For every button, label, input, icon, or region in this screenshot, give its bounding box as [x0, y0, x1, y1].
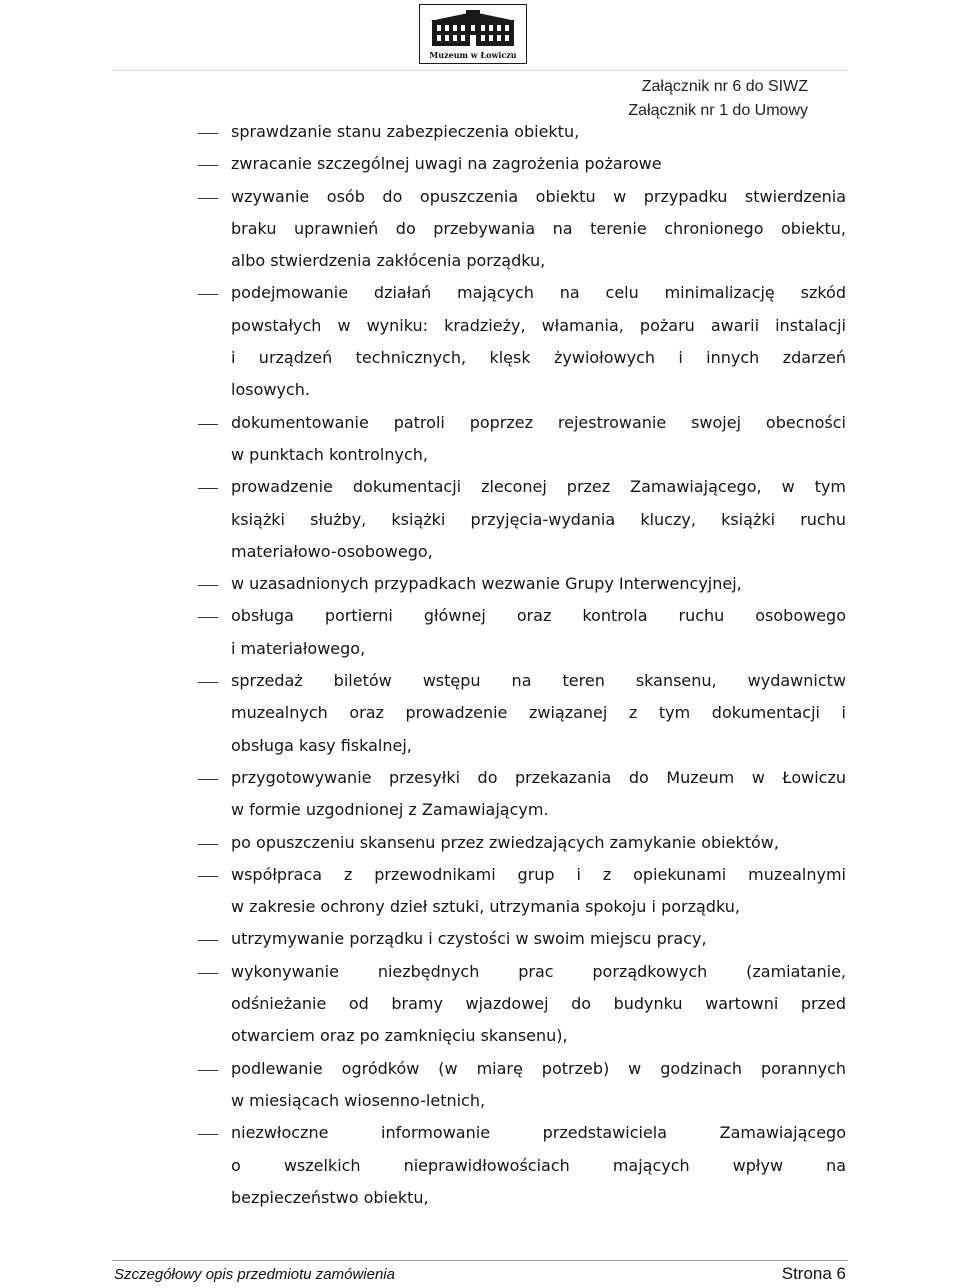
list-item [198, 859, 846, 924]
annex-siwz-label: Załącznik nr 6 do SIWZ [641, 78, 808, 95]
list-item [198, 1053, 846, 1118]
list-item-text [231, 827, 846, 859]
text-line: albo stwierdzenia zakłócenia porządku, [231, 251, 546, 271]
text-line: współpraca z przewodnikami grup i z opiekunami muzealnymi [231, 864, 846, 884]
dash-bullet-icon [198, 617, 218, 618]
list-item-text [231, 1117, 846, 1214]
text-line: w punktach kontrolnych, [231, 444, 428, 464]
text-line: bezpieczeństwo obiektu, [231, 1187, 429, 1207]
text-line: podlewanie ogródków (w miarę potrzeb) w godzinach porannych [231, 1058, 846, 1078]
list-item [198, 956, 846, 1053]
text-line: wzywanie osób do opuszczenia obiektu w przypadku stwierdzenia [231, 186, 846, 206]
dash-bullet-icon [198, 779, 218, 780]
list-item-text [231, 1053, 846, 1118]
list-item-text [231, 859, 846, 924]
footer-document-title: Szczegółowy opis przedmiotu zamówienia [114, 1266, 395, 1283]
list-item-text [231, 181, 846, 278]
text-line: materiałowo-osobowego, [231, 541, 433, 561]
list-item-text [231, 471, 846, 568]
text-line: braku uprawnień do przebywania na terenie chronionego obiektu, [231, 218, 846, 238]
header-divider [112, 70, 848, 71]
list-item-text [231, 116, 846, 148]
text-line: prowadzenie dokumentacji zleconej przez Zamawiającego, w tym [231, 477, 846, 497]
museum-building-icon [426, 10, 520, 50]
text-line: w zakresie ochrony dzieł sztuki, utrzymania spokoju i porządku, [231, 897, 740, 917]
text-line: obsługa portierni głównej oraz kontrola ruchu osobowego [231, 606, 846, 626]
text-line: zwracanie szczególnej uwagi na zagrożenia pożarowe [231, 154, 662, 174]
list-item [198, 600, 846, 665]
annex-contract-label: Załącznik nr 1 do Umowy [628, 102, 808, 119]
text-line: otwarciem oraz po zamknięciu skansenu), [231, 1026, 568, 1046]
museum-logo [419, 4, 527, 64]
dash-bullet-icon [198, 876, 218, 877]
dash-bullet-icon [198, 973, 218, 974]
text-line: losowych. [231, 380, 310, 400]
list-item [198, 923, 846, 955]
logo-caption: Muzeum w Łowiczu [429, 50, 517, 60]
dash-bullet-icon [198, 424, 218, 425]
text-line: odśnieżanie od bramy wjazdowej do budynku wartowni przed [231, 994, 846, 1014]
list-item [198, 665, 846, 762]
text-line: i urządzeń technicznych, klęsk żywiołowych i innych zdarzeń [231, 348, 846, 368]
dash-bullet-icon [198, 1070, 218, 1071]
text-line: książki służby, książki przyjęcia-wydania kluczy, książki ruchu [231, 509, 846, 529]
text-line: podejmowanie działań mających na celu minimalizację szkód [231, 283, 846, 303]
text-line: sprawdzanie stanu zabezpieczenia obiektu, [231, 122, 580, 141]
list-item [198, 827, 846, 859]
list-item-text [231, 956, 846, 1053]
list-item [198, 407, 846, 472]
text-line: i materiałowego, [231, 638, 366, 658]
text-line: utrzymywanie porządku i czystości w swoim miejscu pracy, [231, 929, 707, 949]
text-line: wykonywanie niezbędnych prac porządkowych (zamiatanie, [231, 961, 846, 981]
page-number: Strona 6 [781, 1264, 846, 1283]
text-line: o wszelkich nieprawidłowościach mających wpływ na [231, 1155, 846, 1175]
dash-bullet-icon [198, 294, 218, 295]
list-item-text [231, 568, 846, 600]
list-item [198, 148, 846, 180]
list-item-text [231, 762, 846, 827]
list-item-text [231, 148, 846, 180]
list-item [198, 116, 846, 148]
text-line: muzealnych oraz prowadzenie związanej z tym dokumentacji i [231, 703, 846, 723]
dash-bullet-icon [198, 844, 218, 845]
text-line: w uzasadnionych przypadkach wezwanie Grupy Interwencyjnej, [231, 574, 742, 594]
text-line: przygotowywanie przesyłki do przekazania do Muzeum w Łowiczu [231, 767, 846, 787]
text-line: obsługa kasy fiskalnej, [231, 735, 412, 755]
dash-bullet-icon [198, 133, 218, 134]
text-line: w formie uzgodnionej z Zamawiającym. [231, 800, 549, 820]
list-item [198, 762, 846, 827]
dash-bullet-icon [198, 488, 218, 489]
dash-bullet-icon [198, 940, 218, 941]
list-item-text [231, 923, 846, 955]
text-line: dokumentowanie patroli poprzez rejestrowanie swojej obecności [231, 412, 846, 432]
list-item-text [231, 277, 846, 406]
list-item-text [231, 600, 846, 665]
list-item-text [231, 665, 846, 762]
text-line: niezwłoczne informowanie przedstawiciela Zamawiającego [231, 1123, 846, 1143]
dash-bullet-icon [198, 585, 218, 586]
footer-divider [112, 1260, 848, 1261]
list-item [198, 471, 846, 568]
list-item [198, 181, 846, 278]
dash-bullet-icon [198, 682, 218, 683]
dash-bullet-icon [198, 198, 218, 199]
text-line: po opuszczeniu skansenu przez zwiedzających zamykanie obiektów, [231, 832, 779, 852]
list-item [198, 277, 846, 406]
text-line: sprzedaż biletów wstępu na teren skansenu, wydawnictw [231, 671, 846, 691]
text-line: w miesiącach wiosenno-letnich, [231, 1090, 486, 1110]
list-item [198, 1117, 846, 1214]
dash-bullet-icon [198, 165, 218, 166]
dash-bullet-icon [198, 1134, 218, 1135]
list-item-text [231, 407, 846, 472]
list-item [198, 568, 846, 600]
text-line: powstałych w wyniku: kradzieży, włamania, pożaru awarii instalacji [231, 315, 846, 335]
duties-list [198, 116, 846, 1214]
